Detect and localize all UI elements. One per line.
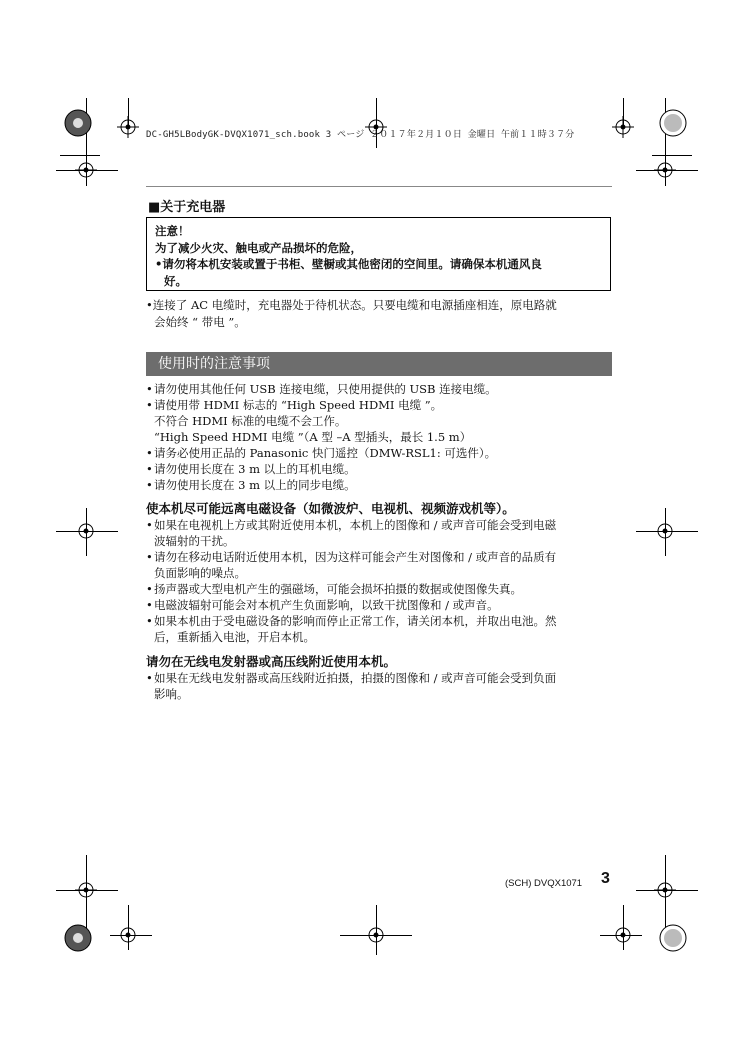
emi-list bbox=[146, 517, 616, 645]
page-number: 3 bbox=[601, 870, 610, 887]
list-item: • 如果在电视机上方或其附近使用本机，本机上的图像和 / 或声音可能会受到电磁 bbox=[146, 517, 616, 533]
charger-note bbox=[146, 297, 614, 330]
charger-note-cont: 会始终 “ 带电 ”。 bbox=[154, 314, 246, 329]
list-item: • 电磁波辐射可能会对本机产生负面影响，以致干扰图像和 / 或声音。 bbox=[146, 597, 616, 613]
list-item: • 请勿使用其他任何 USB 连接电缆，只使用提供的 USB 连接电缆。 bbox=[146, 381, 616, 397]
usage-section-bar: 使用时的注意事项 bbox=[146, 352, 612, 376]
list-item: • 如果本机由于受电磁设备的影响而停止正常工作，请关闭本机，并取出电池。然 bbox=[146, 613, 616, 629]
radio-list bbox=[146, 670, 616, 702]
caution-line: 为了减少火灾、触电或产品损坏的危险， bbox=[155, 240, 362, 255]
caution-bullet-cont: 好。 bbox=[164, 273, 187, 288]
radio-heading: 请勿在无线电发射器或高压线附近使用本机。 bbox=[146, 654, 397, 669]
caution-bullet: •请勿将本机安装或置于书柜、壁橱或其他密闭的空间里。请确保本机通风良 bbox=[155, 257, 542, 271]
list-item: 不符合 HDMI 标准的电缆不会工作。 bbox=[154, 414, 347, 428]
list-item: • 请勿使用长度在 3 m 以上的同步电缆。 bbox=[146, 477, 616, 493]
charger-note-line: •连接了 AC 电缆时，充电器处于待机状态。只要电缆和电源插座相连，原电路就 bbox=[146, 298, 557, 312]
list-item: 波辐射的干扰。 bbox=[154, 534, 235, 548]
list-item: • 请勿使用长度在 3 m 以上的耳机电缆。 bbox=[146, 461, 616, 477]
list-item: • 如果在无线电发射器或高压线附近拍摄，拍摄的图像和 / 或声音可能会受到负面 bbox=[146, 670, 616, 686]
charger-heading: ■关于充电器 bbox=[148, 200, 226, 215]
list-item: • 请勿在移动电话附近使用本机，因为这样可能会产生对图像和 / 或声音的品质有 bbox=[146, 549, 616, 565]
usage-list bbox=[146, 381, 616, 493]
caution-title: 注意！ bbox=[155, 224, 190, 238]
list-item: “High Speed HDMI 电缆 ”（A 型 –A 型插头，最长 1.5 m） bbox=[154, 430, 472, 444]
list-item: • 请务必使用正品的 Panasonic 快门遥控（DMW-RSL1: 可选件）。 bbox=[146, 445, 616, 461]
list-item: • 扬声器或大型电机产生的强磁场，可能会损坏拍摄的数据或使图像失真。 bbox=[146, 581, 616, 597]
list-item: 影响。 bbox=[154, 687, 189, 701]
list-item: 后，重新插入电池，开启本机。 bbox=[154, 630, 315, 644]
caution-box bbox=[146, 217, 611, 291]
emi-heading: 使本机尽可能远离电磁设备（如微波炉、电视机、视频游戏机等）。 bbox=[146, 501, 515, 516]
top-rule bbox=[146, 186, 612, 187]
list-item: 负面影响的噪点。 bbox=[154, 566, 246, 580]
file-info-header: DC-GH5LBodyGK-DVQX1071_sch.book 3 ページ ２０１７年２月１０日 金曜日 午前１１時３７分 bbox=[146, 130, 575, 140]
list-item: • 请使用带 HDMI 标志的 “High Speed HDMI 电缆 ”。 bbox=[146, 397, 616, 413]
doc-code: (SCH) DVQX1071 bbox=[505, 878, 583, 889]
